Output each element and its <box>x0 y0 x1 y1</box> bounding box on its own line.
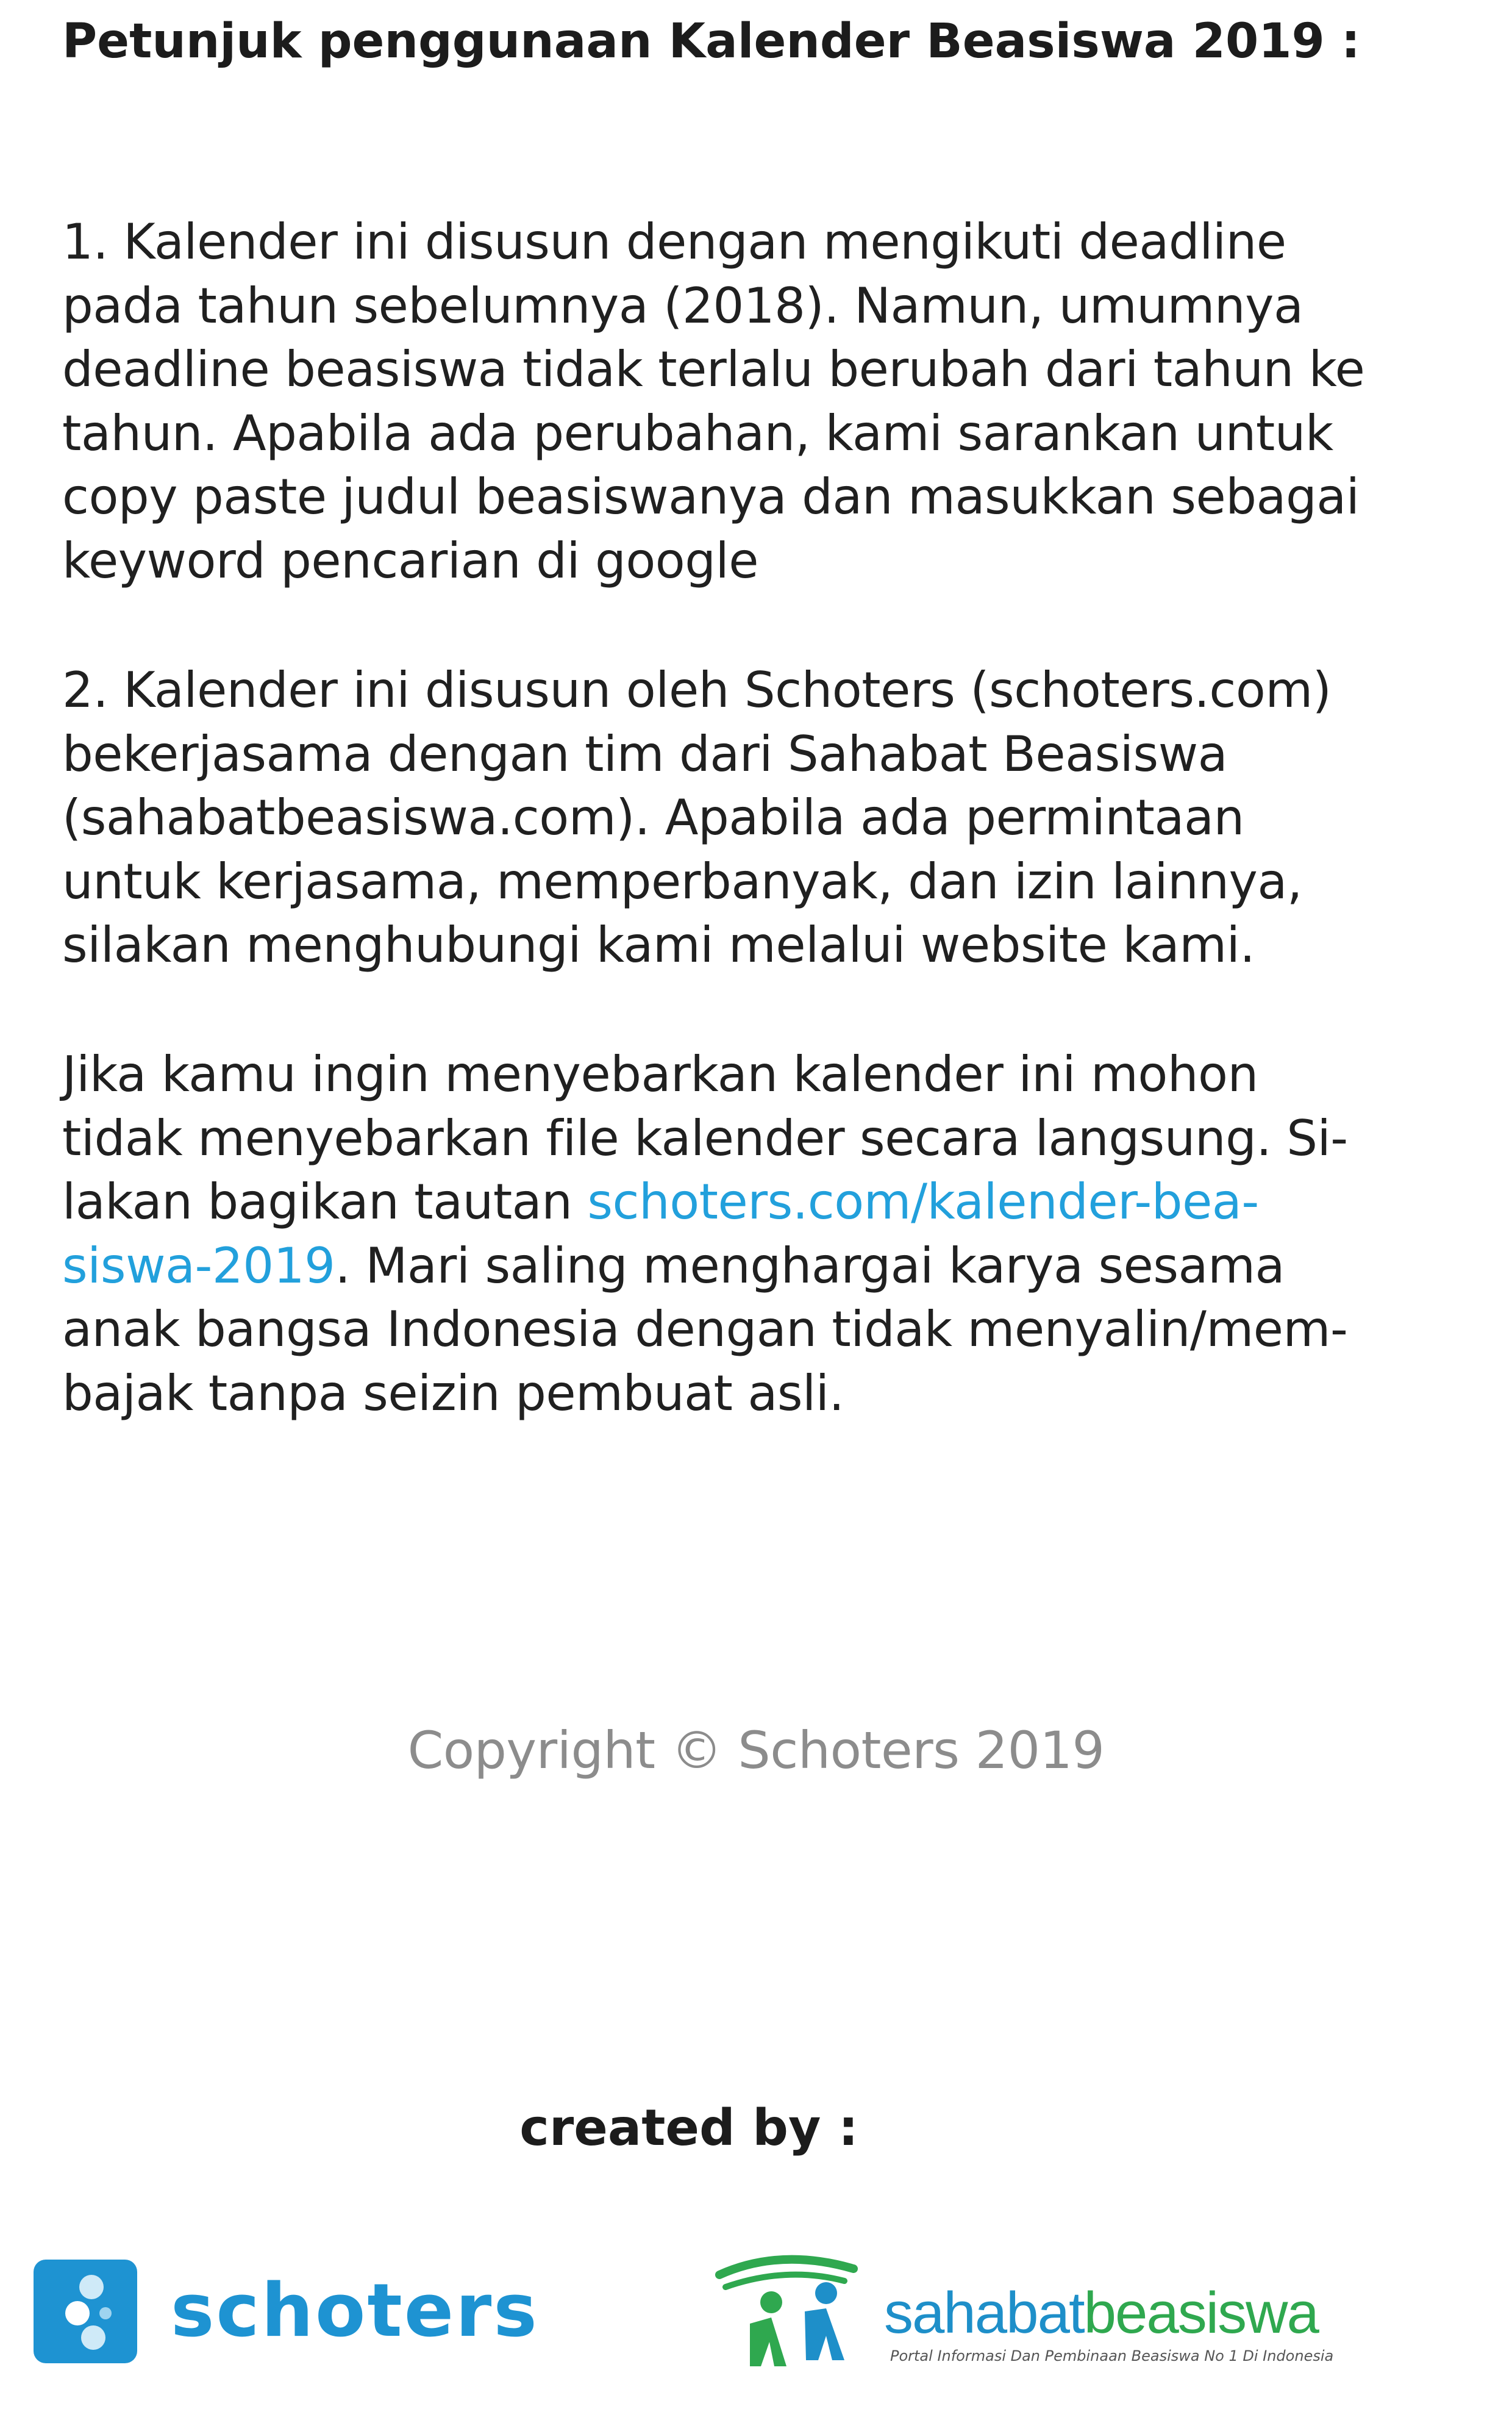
paragraph-line: 1. Kalender ini disusun dengan mengikuti deadline <box>62 213 1286 270</box>
schoters-logo-icon <box>34 2260 137 2363</box>
paragraph-line: deadline beasiswa tidak terlalu berubah dari tahun ke <box>62 341 1365 398</box>
paragraph-line: keyword pencarian di google <box>62 532 758 589</box>
wordmark-part-beasiswa: beasiswa <box>1083 2280 1318 2346</box>
paragraph-line: tahun. Apabila ada perubahan, kami sarankan untuk <box>62 404 1333 462</box>
sharing-notice-paragraph <box>62 1043 1464 1426</box>
sahabat-beasiswa-logo <box>713 2250 1372 2372</box>
paragraph-line: 2. Kalender ini disusun oleh Schoters (schoters.com) <box>62 662 1332 718</box>
sahabat-beasiswa-wordmark <box>884 2280 1318 2347</box>
paragraph-line: silakan menghubungi kami melalui website kami. <box>62 917 1255 974</box>
paragraph-line: tidak menyebarkan file kalender secara langsung. Si- <box>62 1109 1348 1167</box>
paragraph-text: lakan bagikan tautan <box>62 1173 588 1231</box>
paragraph-line: bajak tanpa seizin pembuat asli. <box>62 1364 844 1422</box>
wordmark-part-sahabat: sahabat <box>884 2280 1084 2346</box>
paragraph-line: pada tahun sebelumnya (2018). Namun, umumnya <box>62 277 1303 334</box>
paragraph-line: untuk kerjasama, memperbanyak, dan izin lainnya, <box>62 853 1302 910</box>
schoters-logo <box>34 2260 582 2363</box>
copyright-notice: Copyright © Schoters 2019 <box>407 1720 1105 1780</box>
instruction-paragraph-1 <box>62 210 1464 593</box>
kalender-link-continued[interactable]: siswa-2019 <box>62 1237 335 1294</box>
paragraph-line: anak bangsa Indonesia dengan tidak menyalin/mem- <box>62 1301 1348 1358</box>
sahabat-beasiswa-tagline: Portal Informasi Dan Pembinaan Beasiswa No 1 Di Indonesia <box>890 2347 1334 2364</box>
instruction-paragraph-2 <box>62 659 1464 978</box>
schoters-wordmark: schoters <box>171 2269 539 2354</box>
paragraph-line: Jika kamu ingin menyebarkan kalender ini mohon <box>62 1046 1258 1103</box>
paragraph-line: copy paste judul beasiswanya dan masukkan sebagai <box>62 468 1360 526</box>
page-title: Petunjuk penggunaan Kalender Beasiswa 2019 : <box>62 14 1361 69</box>
paragraph-line: (sahabatbeasiswa.com). Apabila ada permintaan <box>62 789 1244 847</box>
paragraph-line: bekerjasama dengan tim dari Sahabat Beasiswa <box>62 725 1228 782</box>
sahabat-beasiswa-logo-icon <box>713 2250 872 2372</box>
paragraph-line <box>62 1234 1464 1298</box>
paragraph-text: . Mari saling menghargai karya sesama <box>335 1237 1285 1294</box>
created-by-label: created by : <box>519 2099 858 2157</box>
kalender-link[interactable]: schoters.com/kalender-bea- <box>587 1173 1259 1231</box>
paragraph-line <box>62 1170 1464 1234</box>
